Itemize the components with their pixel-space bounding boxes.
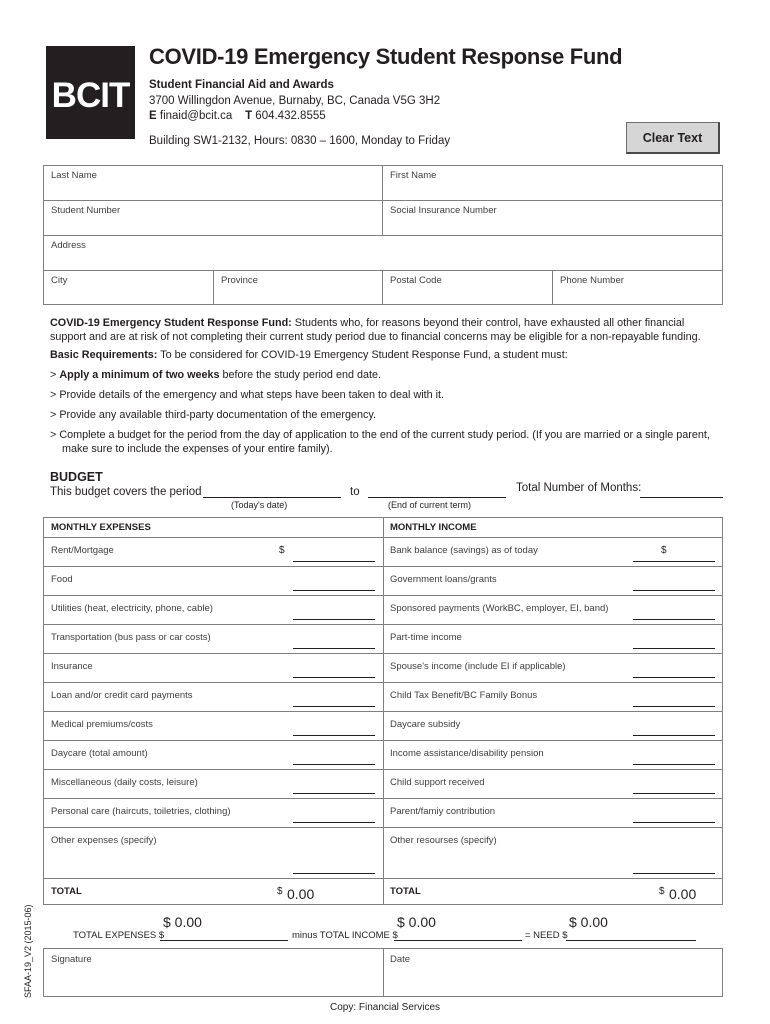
need-value[interactable]: $ 0.00 — [569, 914, 608, 930]
income-item-label: Other resourses (specify) — [390, 835, 497, 846]
student-number-field[interactable] — [44, 201, 383, 236]
bullet: > — [50, 429, 57, 441]
department-name: Student Financial Aid and Awards — [149, 79, 334, 91]
postal-code-field[interactable] — [383, 271, 553, 304]
income-amount-field[interactable] — [633, 677, 715, 678]
contact-line — [149, 110, 326, 122]
form-code: SFAA-19_V2 (2015-06) — [23, 904, 33, 998]
income-amount-field[interactable] — [633, 735, 715, 736]
date-label: Date — [390, 954, 411, 965]
sin-label: Social Insurance Number — [390, 205, 497, 216]
expenses-row — [44, 566, 383, 595]
income-item-label: Child Tax Benefit/BC Family Bonus — [390, 690, 538, 701]
expenses-amount-field[interactable] — [293, 648, 375, 649]
basic-label: Basic Requirements: — [50, 349, 158, 361]
phone-number-field[interactable] — [553, 271, 722, 304]
total-expenses-line — [160, 940, 288, 941]
address-field[interactable] — [44, 236, 722, 271]
basic-text: To be considered for COVID-19 Emergency Student Response Fund, a student must: — [157, 349, 568, 361]
req3-text: Provide any available third-party documentation of the emergency. — [59, 409, 376, 421]
income-amount-field[interactable] — [633, 619, 715, 620]
expenses-row — [44, 711, 383, 740]
bcit-logo — [46, 46, 135, 139]
expenses-row — [44, 624, 383, 653]
period-end-field[interactable] — [368, 497, 506, 498]
expenses-item-label: Medical premiums/costs — [51, 719, 153, 730]
expenses-amount-field[interactable] — [293, 873, 375, 874]
income-header — [383, 518, 723, 537]
expenses-total-label: TOTAL — [51, 886, 82, 897]
income-row — [383, 682, 723, 711]
budget-heading: BUDGET — [50, 470, 103, 484]
expenses-item-label: Personal care (haircuts, toiletries, clothing) — [51, 806, 231, 817]
last-name-field[interactable] — [44, 166, 383, 201]
expenses-item-label: Miscellaneous (daily costs, leisure) — [51, 777, 198, 788]
total-income-line — [394, 940, 522, 941]
expenses-row — [44, 537, 383, 566]
income-item-label: Income assistance/disability pension — [390, 748, 544, 759]
basic-requirements — [50, 348, 718, 362]
income-total-row — [383, 878, 723, 906]
income-total-currency: $ — [659, 886, 665, 897]
income-item-label: Daycare subsidy — [390, 719, 461, 730]
signature-label: Signature — [51, 954, 92, 965]
expenses-item-label: Insurance — [51, 661, 93, 672]
income-amount-field[interactable] — [633, 764, 715, 765]
income-item-label: Parent/famiy contribution — [390, 806, 496, 817]
expenses-amount-field[interactable] — [293, 561, 375, 562]
req1-text: before the study period end date. — [219, 369, 381, 381]
expenses-row — [44, 827, 383, 878]
income-row — [383, 827, 723, 878]
postal-code-label: Postal Code — [390, 275, 442, 286]
expenses-total-value[interactable]: 0.00 — [287, 886, 315, 902]
req4-text: Complete a budget for the period from the day of application to the end of the current study period. (If you are married or a single parent, make sure to include the expenses of your entire family). — [59, 429, 710, 455]
income-row — [383, 798, 723, 827]
income-amount-field[interactable] — [633, 561, 715, 562]
expenses-amount-field[interactable] — [293, 590, 375, 591]
income-item-label: Government loans/grants — [390, 574, 497, 585]
province-field[interactable] — [214, 271, 383, 304]
income-amount-field[interactable] — [633, 793, 715, 794]
todays-date-caption: (Today's date) — [231, 500, 288, 510]
bullet: > — [50, 409, 57, 421]
income-item-label: Spouse's income (include EI if applicable) — [390, 661, 566, 672]
last-name-label: Last Name — [51, 170, 97, 181]
income-amount-field[interactable] — [633, 873, 715, 874]
income-currency-symbol: $ — [661, 545, 667, 556]
signature-table — [43, 948, 723, 997]
income-total-value[interactable]: 0.00 — [669, 886, 697, 902]
fund-text: Students who, for reasons beyond their control, have exhausted all other financial support and are at risk of not completing their current study period due to financial concerns may be eligible for a non-repayable funding. — [50, 317, 701, 343]
phone-number: 604.432.8555 — [255, 110, 326, 122]
income-row — [383, 711, 723, 740]
req2-text: Provide details of the emergency and what steps have been taken to deal with it. — [59, 389, 445, 401]
income-row — [383, 740, 723, 769]
income-row — [383, 653, 723, 682]
income-total-label: TOTAL — [390, 886, 421, 897]
income-item-label: Sponsored payments (WorkBC, employer, EI, band) — [390, 603, 609, 614]
expenses-total-row — [44, 878, 383, 906]
requirement-2 — [50, 388, 718, 402]
city-field[interactable] — [44, 271, 214, 304]
expenses-item-label: Transportation (bus pass or car costs) — [51, 632, 211, 643]
expenses-row — [44, 595, 383, 624]
expenses-column — [44, 518, 384, 904]
income-row — [383, 566, 723, 595]
expenses-header — [44, 518, 383, 537]
city-label: City — [51, 275, 68, 286]
expenses-item-label: Utilities (heat, electricity, phone, cable) — [51, 603, 213, 614]
need-line — [566, 940, 696, 941]
email-address: finaid@bcit.ca — [159, 110, 233, 122]
income-row — [383, 537, 723, 566]
total-income-value[interactable]: $ 0.00 — [397, 914, 436, 930]
income-item-label: Part-time income — [390, 632, 462, 643]
total-months-label: Total Number of Months: — [516, 482, 642, 494]
clear-text-button[interactable]: Clear Text — [626, 122, 720, 154]
expenses-item-label: Loan and/or credit card payments — [51, 690, 193, 701]
expenses-amount-field[interactable] — [293, 822, 375, 823]
income-row — [383, 624, 723, 653]
expenses-amount-field[interactable] — [293, 619, 375, 620]
date-field[interactable] — [383, 949, 723, 996]
first-name-field[interactable] — [383, 166, 722, 201]
student-info-table — [43, 165, 723, 305]
phone-number-label: Phone Number — [560, 275, 624, 286]
department-address: 3700 Willingdon Avenue, Burnaby, BC, Canada V5G 3H2 — [149, 95, 441, 107]
fund-label: COVID-19 Emergency Student Response Fund: — [50, 317, 292, 329]
expenses-amount-field[interactable] — [293, 706, 375, 707]
expenses-total-currency: $ — [277, 886, 283, 897]
expenses-currency-symbol: $ — [279, 545, 285, 556]
income-item-label: Child support received — [390, 777, 485, 788]
total-expenses-label: TOTAL EXPENSES $ — [73, 930, 165, 941]
address-label: Address — [51, 240, 86, 251]
period-start-field[interactable] — [203, 497, 341, 498]
income-amount-field[interactable] — [633, 648, 715, 649]
income-item-label: Bank balance (savings) as of today — [390, 545, 538, 556]
expenses-row — [44, 769, 383, 798]
minus-total-income-label: minus TOTAL INCOME $ — [292, 930, 398, 941]
expenses-header-label: MONTHLY EXPENSES — [51, 522, 151, 533]
income-row — [383, 769, 723, 798]
income-amount-field[interactable] — [633, 706, 715, 707]
sin-field[interactable] — [383, 201, 722, 236]
income-header-label: MONTHLY INCOME — [390, 522, 477, 533]
expenses-item-label: Food — [51, 574, 73, 585]
expenses-amount-field[interactable] — [293, 764, 375, 765]
copy-note: Copy: Financial Services — [329, 1002, 441, 1013]
requirement-4 — [50, 428, 718, 456]
requirement-1 — [50, 368, 718, 382]
email-label: E — [149, 110, 157, 122]
income-row — [383, 595, 723, 624]
phone-label: T — [245, 110, 253, 122]
need-label: = NEED $ — [525, 930, 568, 941]
expenses-amount-field[interactable] — [293, 735, 375, 736]
expenses-amount-field[interactable] — [293, 677, 375, 678]
to-label: to — [350, 486, 360, 498]
total-expenses-value[interactable]: $ 0.00 — [163, 914, 202, 930]
bullet: > — [50, 369, 57, 381]
end-term-caption: (End of current term) — [388, 500, 472, 510]
fund-description — [50, 316, 718, 344]
form-title: COVID-19 Emergency Student Response Fund — [149, 44, 623, 69]
expenses-item-label: Other expenses (specify) — [51, 835, 157, 846]
income-column — [383, 518, 723, 904]
student-number-label: Student Number — [51, 205, 121, 216]
office-hours: Building SW1-2132, Hours: 0830 – 1600, Monday to Friday — [149, 135, 451, 147]
expenses-row — [44, 798, 383, 827]
total-months-field[interactable] — [640, 497, 723, 498]
budget-covers-label: This budget covers the period — [50, 486, 202, 498]
requirement-3 — [50, 408, 718, 422]
expenses-row — [44, 653, 383, 682]
expenses-amount-field[interactable] — [293, 793, 375, 794]
expenses-row — [44, 740, 383, 769]
expenses-row — [44, 682, 383, 711]
signature-field[interactable] — [44, 949, 384, 996]
expenses-item-label: Rent/Mortgage — [51, 545, 114, 556]
budget-grid — [43, 517, 723, 905]
req1-bold: Apply a minimum of two weeks — [59, 369, 220, 381]
income-amount-field[interactable] — [633, 822, 715, 823]
first-name-label: First Name — [390, 170, 437, 181]
expenses-item-label: Daycare (total amount) — [51, 748, 148, 759]
logo-text: BCIT — [51, 76, 130, 115]
income-amount-field[interactable] — [633, 590, 715, 591]
province-label: Province — [221, 275, 258, 286]
bullet: > — [50, 389, 57, 401]
